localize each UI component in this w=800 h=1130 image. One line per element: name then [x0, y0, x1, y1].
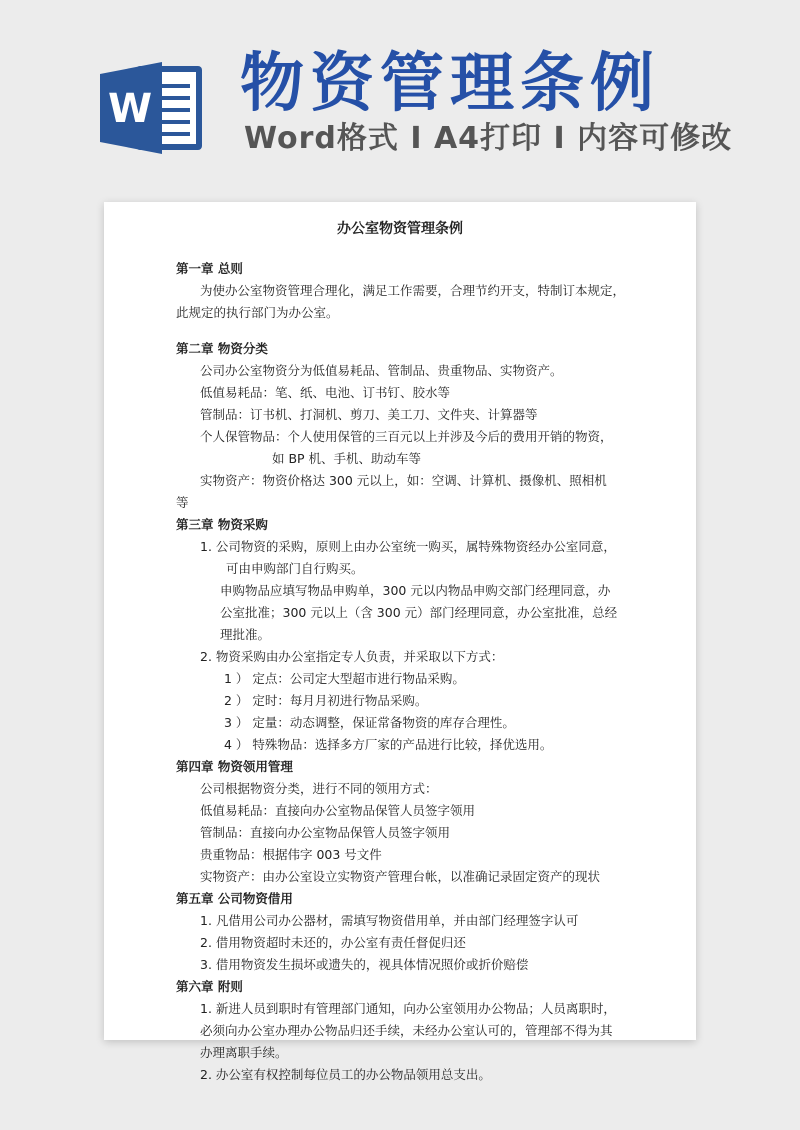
document-line: 可由申购部门自行购买。 [226, 561, 364, 576]
document-line: 公室批准；300 元以上（含 300 元）部门经理同意，办公室批准，总经 [220, 605, 618, 620]
header-banner [0, 0, 800, 200]
word-logo-letter: W [107, 86, 153, 132]
document-line: 4 ） 特殊物品：选择多方厂家的产品进行比较，择优选用。 [224, 737, 553, 752]
document-line: 实物资产：由办公室设立实物资产管理台帐，以准确记录固定资产的现状 [200, 869, 601, 884]
document-line: 公司办公室物资分为低值易耗品、管制品、贵重物品、实物资产。 [200, 363, 563, 378]
document-line: 办理离职手续。 [200, 1045, 288, 1060]
chapter-heading: 第五章 公司物资借用 [176, 891, 293, 906]
document-line: 2. 办公室有权控制每位员工的办公物品领用总支出。 [200, 1067, 491, 1082]
word-icon [100, 58, 210, 158]
document-title: 办公室物资管理条例 [337, 221, 463, 237]
document-line: 为使办公室物资管理合理化，满足工作需要，合理节约开支，特制订本规定， [200, 283, 626, 298]
document-line: 1. 公司物资的采购，原则上由办公室统一购买，属特殊物资经办公室同意， [200, 539, 616, 554]
chapter-heading: 第六章 附则 [176, 979, 243, 994]
document-line: 理批准。 [220, 627, 271, 642]
document-line: 管制品：直接向办公室物品保管人员签字领用 [200, 825, 451, 840]
chapter-heading: 第四章 物资领用管理 [176, 759, 293, 774]
document-line: 等 [176, 495, 189, 510]
document-line: 如 BP 机、手机、助动车等 [272, 451, 422, 466]
chapter-heading: 第二章 物资分类 [176, 341, 268, 356]
document-line: 3 ） 定量：动态调整，保证常备物资的库存合理性。 [224, 715, 515, 730]
document-line: 1 ） 定点：公司定大型超市进行物品采购。 [224, 671, 465, 686]
document-line: 此规定的执行部门为办公室。 [176, 305, 339, 320]
document-line: 3. 借用物资发生损坏或遗失的，视具体情况照价或折价赔偿 [200, 957, 529, 972]
document-line: 2. 物资采购由办公室指定专人负责，并采取以下方式： [200, 649, 504, 664]
chapter-heading: 第三章 物资采购 [176, 517, 268, 532]
document-line: 2 ） 定时：每月月初进行物品采购。 [224, 693, 428, 708]
document-line: 公司根据物资分类，进行不同的领用方式： [200, 781, 438, 796]
document-line: 管制品：订书机、打洞机、剪刀、美工刀、文件夹、计算器等 [200, 407, 538, 422]
document-line: 贵重物品：根据伟字 003 号文件 [200, 847, 382, 862]
document-line: 低值易耗品：直接向办公室物品保管人员签字领用 [200, 803, 476, 818]
document-line: 个人保管物品：个人使用保管的三百元以上并涉及今后的费用开销的物资， [200, 429, 613, 444]
document-line: 实物资产：物资价格达 300 元以上，如：空调、计算机、摄像机、照相机 [200, 473, 607, 488]
banner-subtitle: Word格式 I A4打印 I 内容可修改 [244, 121, 733, 156]
document-line: 申购物品应填写物品申购单，300 元以内物品申购交部门经理同意，办 [220, 583, 611, 598]
document-line: 1. 新进人员到职时有管理部门通知，向办公室领用办公物品；人员离职时， [200, 1001, 616, 1016]
document-line: 必须向办公室办理办公物品归还手续，未经办公室认可的，管理部不得为其 [200, 1023, 613, 1038]
banner-title: 物资管理条例 [240, 47, 660, 121]
chapter-heading: 第一章 总则 [176, 261, 243, 276]
document-line: 低值易耗品：笔、纸、电池、订书钉、胶水等 [200, 385, 451, 400]
document-line: 1. 凡借用公司办公器材，需填写物资借用单，并由部门经理签字认可 [200, 913, 579, 928]
document-page [104, 202, 696, 1082]
document-line: 2. 借用物资超时未还的，办公室有责任督促归还 [200, 935, 466, 950]
